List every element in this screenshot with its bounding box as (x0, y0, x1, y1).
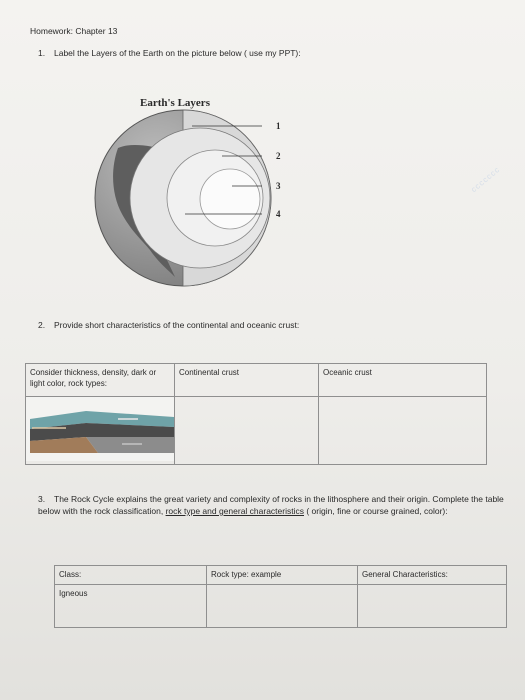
oceanic-crust-answer-cell[interactable] (319, 397, 487, 465)
question-1: 1. Label the Layers of the Earth on the picture below ( use my PPT): (38, 48, 301, 58)
figure-title: Earth's Layers (140, 97, 210, 109)
crust-table-header-oceanic: Oceanic crust (319, 364, 487, 397)
rock-table-header-class: Class: (55, 566, 207, 585)
crust-table (25, 363, 487, 465)
igneous-characteristics-answer-cell[interactable] (358, 585, 507, 628)
question-2: 2. Provide short characteristics of the continental and oceanic crust: (38, 320, 300, 330)
layer-label-1: 1 (276, 121, 281, 131)
question-3: 3. The Rock Cycle explains the great variety and complexity of rocks in the lithosphere and their origin. Complete the table below with the rock classification, rock type and general characteristics ( origin, fine or course grained, color): (38, 494, 504, 516)
continental-crust-answer-cell[interactable] (175, 397, 319, 465)
rock-table-header-characteristics: General Characteristics: (358, 566, 507, 585)
layer-label-2: 2 (276, 151, 281, 161)
earth-layers-diagram (0, 0, 525, 300)
rock-table (54, 565, 507, 628)
crust-table-header-continental: Continental crust (175, 364, 319, 397)
inner-core-layer (200, 169, 260, 229)
igneous-type-answer-cell[interactable] (207, 585, 358, 628)
crust-illustration-cell (26, 397, 175, 465)
crust-table-header-criteria: Consider thickness, density, dark or light color, rock types: (26, 364, 175, 397)
layer-label-4: 4 (276, 209, 281, 219)
rock-table-header-type: Rock type: example (207, 566, 358, 585)
page-title: Homework: Chapter 13 (30, 26, 118, 36)
decorative-watermark: ccccccc (469, 164, 502, 195)
layer-label-3: 3 (276, 181, 281, 191)
crust-cross-section-image (26, 397, 174, 461)
rock-class-igneous: Igneous (55, 585, 207, 628)
